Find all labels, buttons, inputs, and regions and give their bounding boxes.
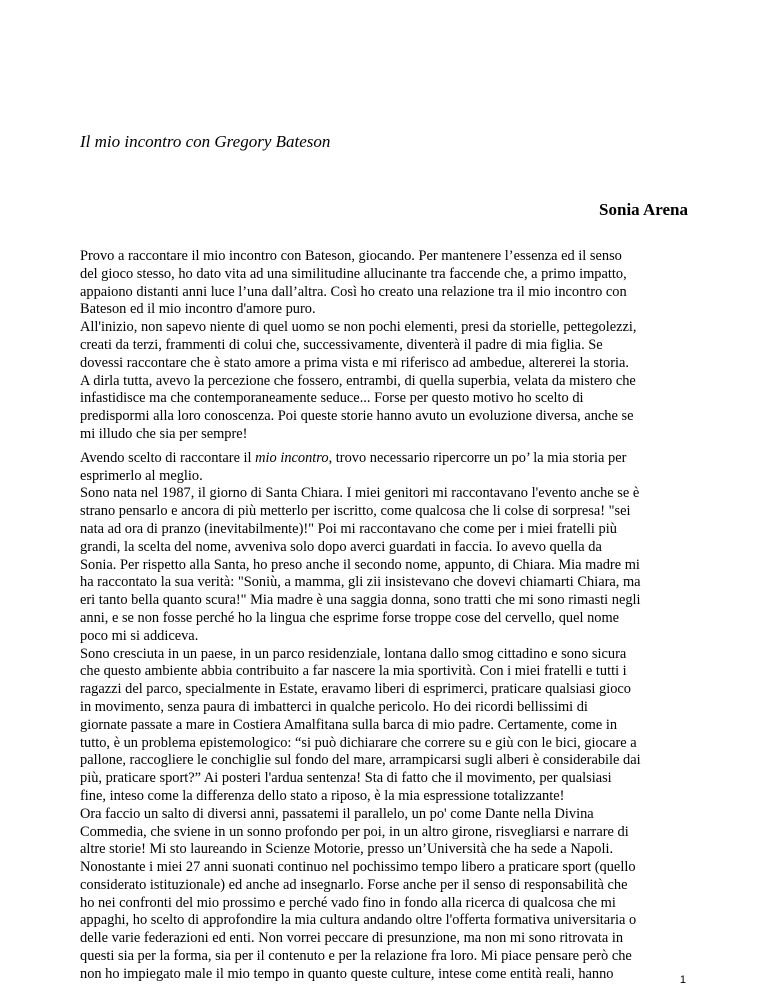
- text-line: non ho impiegato male il mio tempo in quanto queste culture, intese come entità reali, hanno: [80, 965, 614, 982]
- text-line: esprimerlo al meglio.: [80, 467, 203, 484]
- text-line: in movimento, senza paura di imbatterci in qualche pericolo. Ho dei ricordi bellissimi di: [80, 698, 588, 715]
- text-line: delle varie federazioni ed enti. Non vorrei peccare di presunzione, ma non mi sono ritrovata in: [80, 930, 624, 947]
- paragraph-1: [80, 248, 692, 444]
- text-line: A dirla tutta, avevo la percezione che fossero, entrambi, di quella superbia, velata da mistero che: [80, 372, 636, 389]
- text-line: dovessi raccontare che è stato amore a prima vista e mi riferisco ad ambedue, altererei la storia.: [80, 354, 629, 371]
- emphasized-text: mio incontro: [255, 449, 329, 466]
- text-line: All'inizio, non sapevo niente di quel uomo se non pochi elementi, presi da storielle, pettegolezzi,: [80, 319, 637, 336]
- text-run: Avendo scelto di raccontare il: [80, 449, 256, 466]
- text-line: appaiono distanti anni luce l’una dall’altra. Così ho creato una relazione tra il mio incontro con: [80, 283, 627, 300]
- text-line: appaghi, ho scelto di approfondire la mia cultura andando oltre l'offerta formativa universitaria o: [80, 912, 637, 929]
- text-line: ho nei confronti del mio prossimo e perché vado fino in fondo alla ricerca di qualcosa che mi: [80, 894, 616, 911]
- text-line: Ora faccio un salto di diversi anni, passatemi il parallelo, un po' come Dante nella Divina: [80, 805, 594, 822]
- paragraph-2: [80, 450, 692, 984]
- text-line: considerato istituzionale) ed anche ad insegnarlo. Forse anche per il senso di responsabilità che: [80, 876, 628, 893]
- text-line: Bateson ed il mio incontro d'amore puro.: [80, 301, 316, 318]
- text-line: Provo a raccontare il mio incontro con Bateson, giocando. Per mantenere l’essenza ed il senso: [80, 248, 622, 264]
- text-line: strano pensarlo e ancora di più metterlo per iscritto, come qualcosa che li colse di sorpresa! "sei: [80, 503, 631, 520]
- text-line: Sono cresciuta in un paese, in un parco residenziale, lontana dallo smog cittadino e sono sicura: [80, 645, 627, 662]
- document-title: Il mio incontro con Gregory Bateson: [80, 132, 331, 151]
- text-line: Sonia. Per rispetto alla Santa, ho preso anche il secondo nome, appunto, di Chiara. Mia madre mi: [80, 556, 640, 573]
- text-line: giornate passate a mare in Costiera Amalfitana sulla barca di mio padre. Certamente, come in: [80, 716, 618, 733]
- text-line: mi illudo che sia per sempre!: [80, 425, 248, 442]
- text-line: fine, inteso come la differenza dello stato a riposo, è la mia espressione totalizzante!: [80, 787, 565, 804]
- text-run: , trovo necessario ripercorre un po’ la mia storia per: [328, 449, 627, 466]
- text-line: ragazzi del parco, specialmente in Estate, eravamo liberi di esprimerci, praticare qualsiasi gioco: [80, 681, 631, 698]
- text-line: Sono nata nel 1987, il giorno di Santa Chiara. I miei genitori mi raccontavano l'evento anche se è: [80, 485, 640, 502]
- text-line: nata ad ora di pranzo (inevitabilmente)!" Poi mi raccontavano che come per i miei fratelli più: [80, 520, 617, 537]
- text-line: Commedia, che sviene in un sonno profondo per poi, in un altro girone, risvegliarsi e narrare di: [80, 823, 629, 840]
- text-line: pallone, raccogliere le conchiglie sul fondo del mare, arrampicarsi sugli alberi è considerabile dai: [80, 752, 641, 769]
- paragraph-2-first-line: [80, 450, 692, 468]
- text-line: anni, e se non fosse perché ho la lingua che esprime forse troppe cose del cervello, quel nome: [80, 609, 620, 626]
- text-line: infastidisce ma che contemporaneamente seduce... Forse per questo motivo ho scelto di: [80, 390, 584, 407]
- text-line: più, praticare sport?” Ai posteri l'ardua sentenza! Sta di fatto che il movimento, per qualsiasi: [80, 770, 612, 787]
- text-line: del gioco stesso, ho dato vita ad una similitudine allucinante tra faccende che, a primo impatto,: [80, 265, 627, 282]
- text-line: predispormi alla loro conoscenza. Poi queste storie hanno avuto un evoluzione diversa, anche se: [80, 408, 634, 425]
- text-line: creati da terzi, frammenti di colui che, successivamente, diventerà il padre di mia figlia. Se: [80, 336, 603, 353]
- text-line: questi sia per la forma, sia per il contenuto e per la relazione fra loro. Mi piace pensare però che: [80, 948, 632, 965]
- text-line: Nonostante i miei 27 anni suonati continuo nel pochissimo tempo libero a praticare sport (quello: [80, 859, 636, 876]
- text-line: poco mi si addiceva.: [80, 627, 199, 644]
- text-line: tutto, è un problema epistemologico: “si può dichiarare che correre su e giù con le bici, giocare a: [80, 734, 637, 751]
- text-line: ha raccontato la sua verità: "Soniù, a mamma, gli zii insistevano che dovevi chiamarti Chiara, ma: [80, 574, 641, 591]
- page-number: 1: [679, 974, 686, 986]
- text-line: che questo ambiente abbia contribuito a far nascere la mia sportività. Con i miei fratelli e tutti i: [80, 663, 627, 680]
- text-line: altre storie! Mi sto laureando in Scienze Motorie, presso un’Università che ha sede a Napoli.: [80, 841, 614, 858]
- text-line: grandi, la scelta del nome, avveniva solo dopo averci guardati in faccia. Io avevo quella da: [80, 538, 602, 555]
- text-line: eri tanto bella quanto scura!" Mia madre è una saggia donna, sono tratti che mi sono rimasti negli: [80, 592, 641, 609]
- document-body: [80, 248, 692, 984]
- author-name: Sonia Arena: [599, 200, 688, 219]
